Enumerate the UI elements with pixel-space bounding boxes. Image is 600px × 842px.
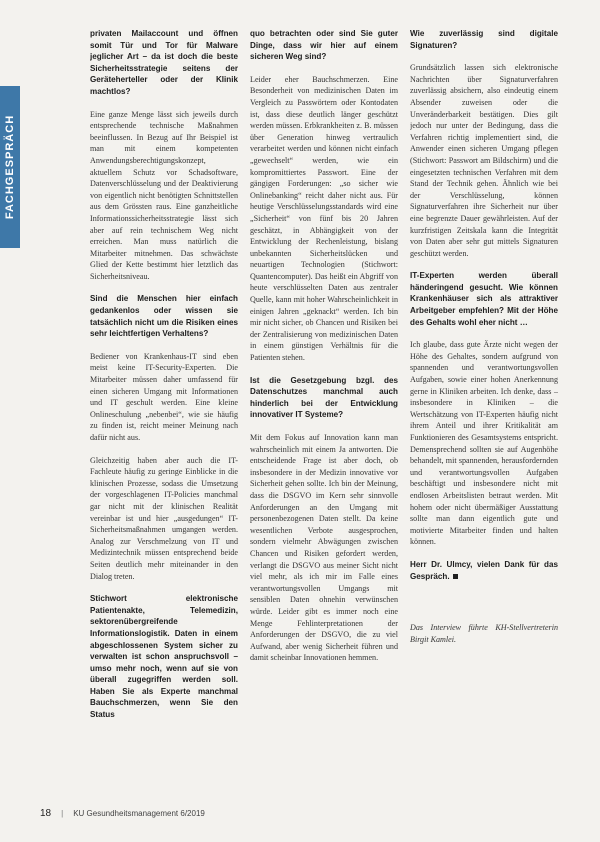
question-text: Wie zuverlässig sind digitale Signaturen?	[410, 29, 558, 50]
interview-question	[250, 28, 398, 63]
page-footer	[40, 806, 560, 820]
section-label-text: FACHGESPRÄCH	[4, 114, 17, 220]
answer-text: Leider eher Bauchschmerzen. Eine Besonderheit von medizinischen Daten im Vergleich zu Passwörtern oder Kontodaten ist, dass diese deutlich länger geschützt werden müssen. Erbkrankheiten z. B. müssen über Generation hinweg vertraulich verarbeitet werden und können nicht einfach „gewechselt“ werden, wie ein kompromittiertes Passwort. Eine der gängigen Forderungen: „so sicher wie Onlinebanking“ reicht daher nicht aus. Für heutige Verschlüsselungsstandards wird eine „Sicherheit“ von fünf bis 20 Jahren geschätzt, in Abhängigkeit von der Entwicklung der Rechenleistung, bislang unbekannten Sicherheitslücken und neuartigen Technologien (Stichwort: Quantencomputer). Das heißt ein Abgriff von heute verschlüsselten Daten aus zentraler Quelle, kann mit hoher Wahrscheinlichkeit in einigen Jahren „geknackt“ werden. Ich bin mir nicht sicher, ob Chancen und Risiken bei der Zentralisierung von medizinischen Daten in einem günstigen Verhältnis für die Patienten stehen.	[250, 74, 398, 363]
interview-answer	[90, 351, 238, 444]
question-text: privaten Mailaccount und öffnen somit Tür und Tor für Malware jeglicher Art – da ist doch die beste Sicherheitsstrategie seitens der Geräteherteller oder der Klinik machtlos?	[90, 29, 238, 96]
publication-info: KU Gesundheitsmanagement 6/2019	[73, 808, 205, 818]
answer-text: Eine ganze Menge lässt sich jeweils durch entsprechende technische Maßnahmen beeinflussen. In Bezug auf Ihr Beispiel ist man mit einem kompetenten Anwendungsberechtigungskonzept, aktuellem Schutz vor Schadsoftware, Datenverschlüsselung und der Deaktivierung von eigentlich nicht benötigten Schnittstellen aus dem Grössten raus. Eine ganzheitliche Informationssicherheitsstrategie lässt sich aber auf rein technischem Weg nicht erreichen. Man muss natürlich die Mitarbeiter mitnehmen. Das schwächste Glied der Kette bestimmt hier letztlich das Sicherheitsniveau.	[90, 109, 238, 281]
question-text: Sind die Menschen hier einfach gedankenlos oder wissen sie tatsächlich nicht um die Risiken eines sehr leichtfertigen Verhaltens?	[90, 294, 238, 339]
question-text: Herr Dr. Ulmcy, vielen Dank für das Gespräch.	[410, 559, 558, 581]
interview-answer	[410, 62, 558, 259]
interview-answer	[250, 432, 398, 664]
question-text: IT-Experten werden überall händeringend gesucht. Wie können Krankenhäuser sich als attraktiver Arbeitgeber empfehlen? Mit der Höhe des Gehalts wohl eher nicht …	[410, 271, 558, 327]
answer-text: Gleichzeitig haben aber auch die IT-Fachleute häufig zu geringe Einblicke in die klinischen Prozesse, sodass die Umsetzung der vorgeschlagenen IT-Policies manchmal gar nicht mit der klinischen Realität vereinbar ist und hier „ausgedungen“ IT-Sicherheitsmaßnahmen umgangen werden. Analog zur Verschmelzung von IT und Medizintechnik müssen entsprechend beide Seiten deutlich mehr miteinander in den Dialog treten.	[90, 455, 238, 581]
answer-text: Mit dem Fokus auf Innovation kann man wahrscheinlich mit einem Ja antworten. Die entscheidende Frage ist aber doch, ob insbesondere in der Medizin innovative vor Sicherheit gehen sollte. Ich bin der Meinung, dass die DSGVO im Kern sehr sinnvolle Anforderungen an den Umgang mit personenbezogenen Daten stellt. Da keine wesentlichen Verbote ausgesprochen, sondern vielmehr Abwägungen zwischen Chancen und Risiken gefordert werden, verlangt die DSGVO aus meiner Sicht nicht viel mehr, als ich mir im Falle eines verantwortungsvollen Umgangs mit sensiblen Daten ohnehin verwünschen würde. Leider gibt es immer noch eine Menge Fehlinterpretationen der Anforderungen der DSGVO, die zu viel Aufwand, aber wenig Sicherheit führen und damit scheinbar Innovationen hemmen.	[250, 433, 398, 663]
interview-credit: Das Interview führte KH-Stellvertreterin Birgit Kamlei.	[410, 623, 558, 644]
question-text: Stichwort elektronische Patientenakte, Telemedizin, sektorenübergreifende Informationslogistik. Daten in einem abgeschlossenen System sicher zu verwalten ist schon anspruchsvoll – umso mehr noch, wenn auf sie von überall zugegriffen werden soll. Haben Sie als Experte manchmal Bauchschmerzen, wenn Sie den Status	[90, 594, 238, 720]
answer-text: Grundsätzlich lassen sich elektronische Nachrichten über Signaturverfahren zuverlässig absichern, also eindeutig einem Absender zuweisen oder die Unveränderbarkeit bestätigen. Dies gilt jedoch nur unter der Bedingung, dass die Verfahren richtig implementiert sind, die Anwender einen sicheren Umgang pflegen (Stichwort: Passwort am Bildschirm) und die eingesetzten technischen Verfahren mit dem Stand der Technik gehen. Ähnlich wie bei der Verschlüsselung, können Signaturverfahren ihre Sicherheit nur über eine begrenzte Dauer gewährleisten. Auf der kurzfristigen Zeitskala kann die Integrität von Daten aber sehr gut mittels Signaturen geschützt werden.	[410, 63, 558, 258]
interview-question	[410, 270, 558, 328]
interview-answer	[90, 109, 238, 283]
question-text: Ist die Gesetzgebung bzgl. des Datenschutzes manchmal auch hinderlich bei der Entwicklung innovativer IT Systeme?	[250, 375, 398, 420]
question-text: quo betrachten oder sind Sie guter Dinge, dass wir hier auf einem sicheren Weg sind?	[250, 29, 398, 62]
interview-answer	[250, 74, 398, 364]
article-body	[90, 28, 560, 808]
end-mark-icon	[453, 574, 458, 579]
footer-separator: |	[61, 808, 64, 818]
interview-question	[90, 28, 238, 98]
interview-answer	[90, 455, 238, 583]
answer-text: Ich glaube, dass gute Ärzte nicht wegen der Höhe des Gehaltes, sondern aufgrund von spannenden und verantwortungsvollen Aufgaben, sowie einer hohen Anerkennung gerne in Kliniken arbeiten. Ich denke, dass – insbesondere in Kliniken – die Wertschätzung von IT-Experten häufig nicht ihrem Anteil und ihrer Kritikalität am Funktionieren des Gesamtsystems entspricht. Demensprechend sollten sie auf Augenhöhe behandelt, mit spannenden, herausfordernden und verantwortungsvollen Aufgaben beschäftigt und insbesondere nicht mit endlosen Arbeitslisten betraut werden. Mit hohem oder nicht übermäßiger Ausstattung sollte man dann eigentlich gute und motivierte Mitarbeiter finden und halten können.	[410, 340, 558, 547]
article-column-1	[90, 28, 238, 808]
section-label	[0, 86, 20, 248]
interview-question	[90, 593, 238, 721]
page-number: 18	[40, 807, 52, 819]
interview-question	[250, 375, 398, 421]
answer-text: Bediener von Krankenhaus-IT sind eben meist keine IT-Security-Experten. Die Mitarbeiter müssen daher umfassend für einen sicheren Umgang mit Informationen und IT geschult werden. Eine kleine Onlineschulung „nebenbei“, wie sie häufig zu finden ist, reicht meiner Meinung nach dafür nicht aus.	[90, 351, 238, 442]
interview-answer	[410, 339, 558, 548]
article-column-2	[250, 28, 398, 808]
interview-question	[410, 559, 558, 582]
article-column-3	[410, 28, 558, 808]
interview-question	[90, 293, 238, 339]
interview-question	[410, 28, 558, 51]
